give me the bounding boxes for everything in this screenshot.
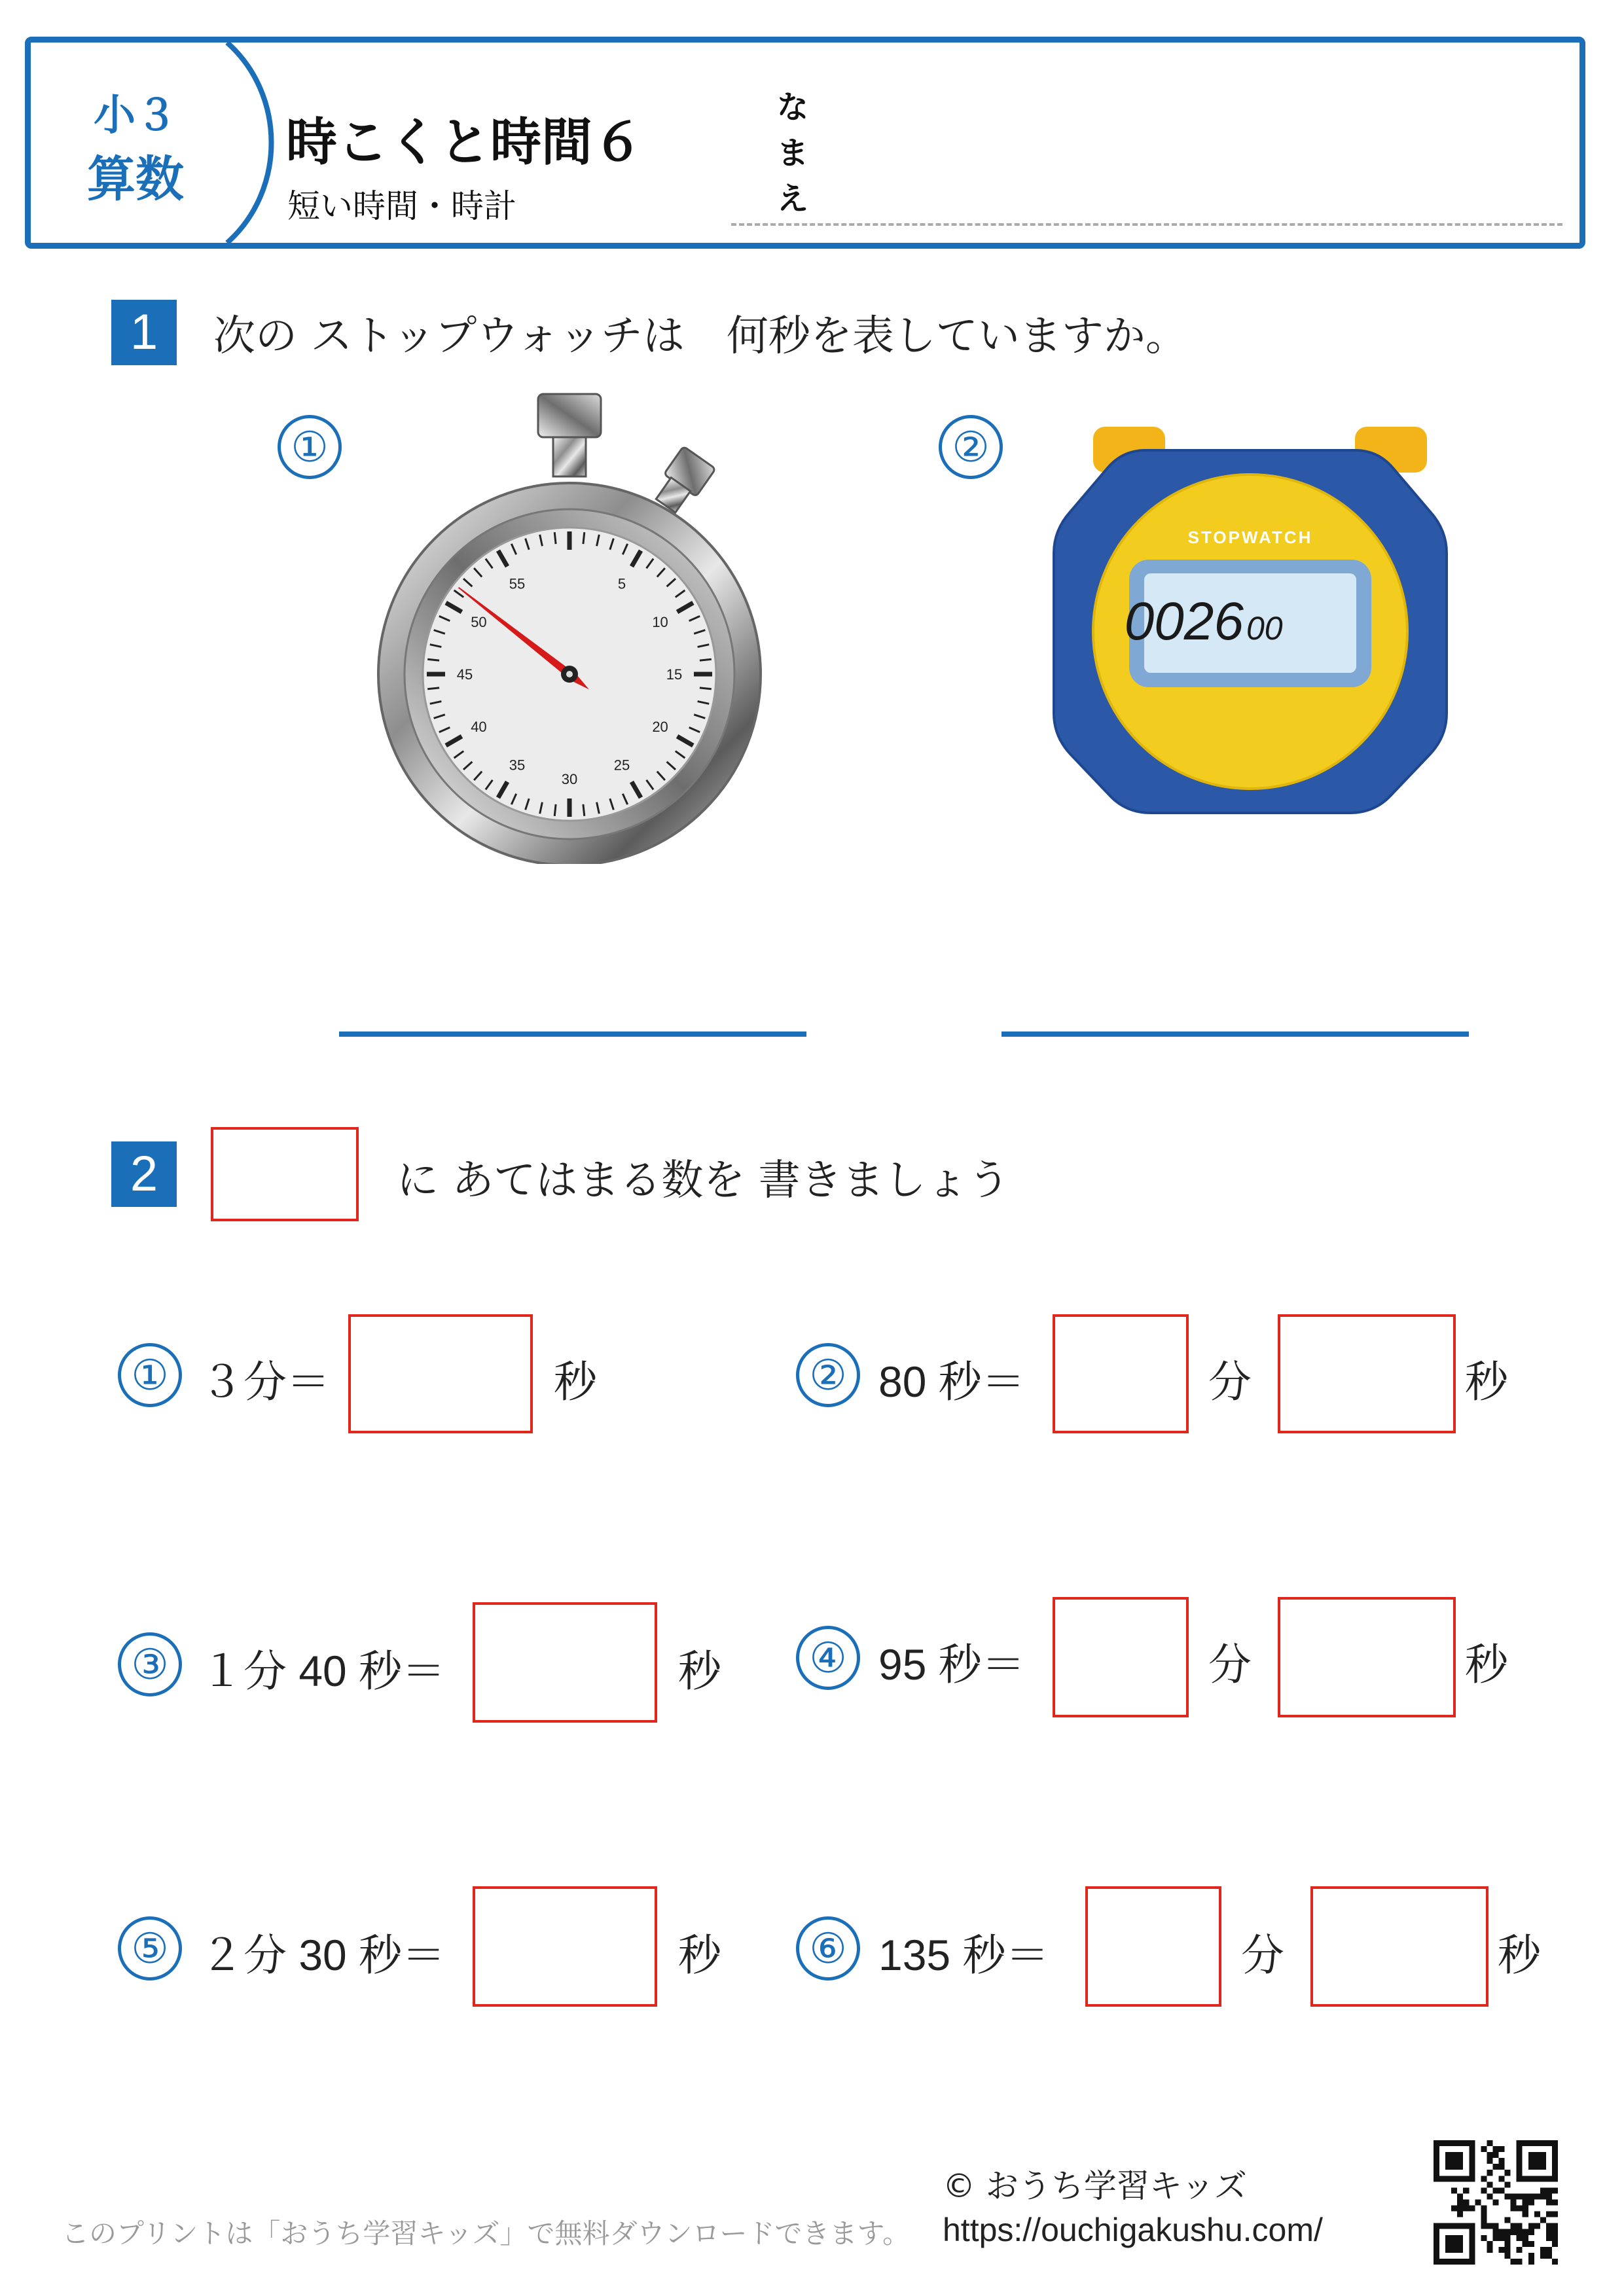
section2-prompt: に あてはまる数を 書きましょう	[397, 1157, 1010, 1205]
subject-label: 算数	[87, 151, 184, 207]
digital-stopwatch	[1047, 419, 1453, 825]
q2-2-unit-min: 分	[1208, 1357, 1252, 1407]
worksheet-subtitle: 短い時間・時計	[287, 187, 516, 225]
minor-tick	[700, 688, 712, 689]
q2-3-unit: 秒	[678, 1646, 721, 1696]
q2-6-text: 135 秒＝	[878, 1931, 1049, 1979]
site-url[interactable]: https://ouchigakushu.com/	[943, 2212, 1323, 2248]
name-label-2: ま	[777, 135, 809, 171]
name-label-3: え	[777, 181, 809, 217]
q2-4-answer-box-min[interactable]	[1053, 1597, 1189, 1717]
q2-3-text: １分 40 秒＝	[200, 1647, 446, 1695]
q2-3-answer-box[interactable]	[473, 1602, 657, 1723]
minor-tick	[554, 804, 556, 816]
grade-panel	[31, 43, 253, 243]
minor-tick	[583, 804, 585, 816]
q2-2-answer-box-min[interactable]	[1053, 1314, 1189, 1433]
example-answer-box	[211, 1127, 359, 1221]
q2-1-unit: 秒	[554, 1357, 597, 1407]
name-field[interactable]	[731, 223, 1562, 226]
q2-6-marker: ⑥	[796, 1916, 860, 1981]
copyright: © おうち学習キッズ	[943, 2167, 1247, 2205]
dial-number: 40	[471, 719, 487, 735]
q2-4-marker: ④	[796, 1626, 860, 1690]
dial-number: 35	[509, 757, 526, 774]
q2-1-marker: ①	[118, 1343, 182, 1407]
footer-note: このプリントは「おうち学習キッズ」で無料ダウンロードできます。	[62, 2217, 911, 2250]
worksheet-title: 時こくと時間６	[286, 113, 644, 172]
q2-5-text: ２分 30 秒＝	[200, 1931, 446, 1979]
section-number-2: 2	[111, 1141, 177, 1207]
analog-stopwatch	[373, 386, 766, 864]
dial-number: 5	[617, 575, 626, 592]
dial-number: 55	[509, 575, 526, 592]
q2-1-answer-box[interactable]	[348, 1314, 533, 1433]
minor-tick	[554, 532, 556, 544]
answer-line-1[interactable]	[339, 1031, 806, 1037]
q2-3-marker: ③	[118, 1632, 182, 1696]
dial-number: 45	[456, 666, 473, 683]
q2-6-unit-sec: 秒	[1498, 1930, 1541, 1981]
dial-number: 30	[561, 771, 578, 787]
dial-number: 20	[652, 719, 668, 735]
name-label-1: な	[777, 89, 809, 126]
section1-prompt: 次の ストップウォッチは 何秒を表していますか。	[213, 312, 1187, 361]
dial-number: 15	[666, 666, 683, 683]
minor-tick	[700, 659, 712, 660]
minor-tick	[427, 659, 439, 660]
q2-4-unit-min: 分	[1208, 1640, 1252, 1690]
q2-2-text: 80 秒＝	[878, 1357, 1025, 1406]
q2-5-unit: 秒	[678, 1930, 721, 1981]
display-main: 0026	[1124, 592, 1244, 651]
q2-2-marker: ②	[796, 1343, 860, 1407]
q2-2-answer-box-sec[interactable]	[1278, 1314, 1456, 1433]
q2-6-answer-box-min[interactable]	[1085, 1886, 1221, 2007]
q1-2-marker: ②	[939, 415, 1003, 479]
section-number-1: 1	[111, 300, 177, 365]
q2-2-unit-sec: 秒	[1465, 1357, 1508, 1407]
minor-tick	[427, 688, 439, 689]
q2-4-text: 95 秒＝	[878, 1640, 1025, 1689]
q2-4-unit-sec: 秒	[1465, 1640, 1508, 1690]
answer-line-2[interactable]	[1001, 1031, 1469, 1037]
brand-label: STOPWATCH	[1187, 528, 1313, 547]
header-box	[25, 37, 1585, 249]
crown	[538, 394, 601, 437]
dial-number: 50	[471, 614, 487, 630]
q1-1-marker: ①	[278, 415, 342, 479]
q2-6-unit-min: 分	[1241, 1930, 1284, 1981]
q2-5-answer-box[interactable]	[473, 1886, 657, 2007]
minor-tick	[583, 532, 585, 544]
q2-5-marker: ⑤	[118, 1916, 182, 1981]
q2-6-answer-box-sec[interactable]	[1310, 1886, 1489, 2007]
qr-code[interactable]	[1434, 2140, 1558, 2265]
dial-number: 25	[613, 757, 630, 774]
dial-number: 10	[652, 614, 668, 630]
q2-1-text: ３分＝	[200, 1357, 330, 1406]
grade-label: 小３	[94, 92, 177, 140]
q2-4-answer-box-sec[interactable]	[1278, 1597, 1456, 1717]
display-small: 00	[1246, 610, 1283, 647]
